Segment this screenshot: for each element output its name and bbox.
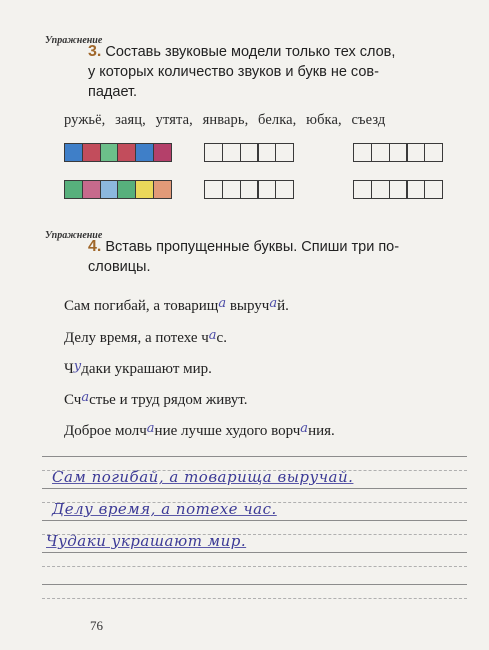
sound-model-empty-2 <box>353 143 442 162</box>
word: заяц, <box>115 112 146 128</box>
proverb-2 <box>64 330 227 347</box>
exercise-4-line2: словицы. <box>88 259 151 275</box>
model-cell <box>275 143 294 162</box>
model-cell <box>424 180 443 199</box>
inserted-letter: а <box>300 421 309 436</box>
model-cell <box>153 143 172 162</box>
inserted-letter: а <box>269 296 278 311</box>
word: белка, <box>258 112 297 128</box>
model-cell <box>204 143 223 162</box>
proverb-4 <box>64 392 247 409</box>
exercise-3-number: 3. <box>88 43 102 60</box>
model-cell <box>371 143 390 162</box>
handwritten-line-1: Сам погибай, а товарища выручай. <box>52 468 354 486</box>
model-cell <box>222 143 241 162</box>
model-cell <box>204 180 223 199</box>
model-cell <box>222 180 241 199</box>
writing-line <box>42 566 467 567</box>
inserted-letter: а <box>146 421 155 436</box>
model-cell <box>275 180 294 199</box>
exercise-3-text <box>88 42 395 102</box>
proverb-3 <box>64 361 212 378</box>
model-cell <box>353 143 372 162</box>
model-cell <box>389 143 408 162</box>
model-cell <box>82 180 101 199</box>
exercise-4-number: 4. <box>88 238 102 255</box>
model-cell <box>257 143 276 162</box>
proverb-text: выруч <box>226 298 270 314</box>
handwritten-line-3: Чудаки украшают мир. <box>46 532 247 550</box>
model-cell <box>257 180 276 199</box>
sound-model-colored-2 <box>64 180 171 199</box>
inserted-letter: а <box>218 296 227 311</box>
word-list <box>64 112 464 129</box>
model-cell <box>117 180 136 199</box>
model-cell <box>406 143 425 162</box>
proverb-text: й. <box>277 298 289 314</box>
inserted-letter: а <box>208 328 217 343</box>
model-cell <box>371 180 390 199</box>
proverb-text: Ч <box>64 361 74 377</box>
sound-model-colored-1 <box>64 143 171 162</box>
exercise-4-line1: Вставь пропущенные буквы. Спиши три по- <box>105 239 400 255</box>
exercise-4-text <box>88 237 399 277</box>
writing-line <box>42 584 467 585</box>
model-cell <box>117 143 136 162</box>
model-cell <box>100 180 119 199</box>
model-cell <box>82 143 101 162</box>
model-cell <box>100 143 119 162</box>
page-number: 76 <box>90 618 103 633</box>
model-cell <box>353 180 372 199</box>
sound-model-empty-4 <box>353 180 442 199</box>
model-cell <box>240 143 259 162</box>
proverb-text: с. <box>216 330 227 346</box>
model-cell <box>389 180 408 199</box>
sound-model-empty-1 <box>204 143 293 162</box>
proverb-text: Доброе молч <box>64 423 147 439</box>
exercise-3-line2: у которых количество звуков и букв не сов- <box>88 64 379 80</box>
model-cell <box>240 180 259 199</box>
model-cell <box>135 180 154 199</box>
model-cell <box>406 180 425 199</box>
model-cell <box>153 180 172 199</box>
word: ружьё, <box>64 112 106 128</box>
proverb-text: ние лучше худого ворч <box>154 423 301 439</box>
writing-line <box>42 520 467 521</box>
writing-line <box>42 488 467 489</box>
word: январь, <box>202 112 249 128</box>
proverb-text: даки украшают мир. <box>81 361 212 377</box>
exercise-3-label: Упражнение <box>45 35 103 46</box>
inserted-letter: а <box>81 390 90 405</box>
word: юбка, <box>306 112 342 128</box>
word: утята, <box>155 112 193 128</box>
writing-line <box>42 552 467 553</box>
word: съезд <box>351 112 386 128</box>
model-cell <box>424 143 443 162</box>
proverb-text: Сч <box>64 392 82 408</box>
proverb-text: стье и труд рядом живут. <box>89 392 248 408</box>
inserted-letter: у <box>73 359 82 374</box>
exercise-4-label: Упражнение <box>45 230 103 241</box>
model-cell <box>64 180 83 199</box>
model-cell <box>135 143 154 162</box>
proverb-1 <box>64 298 289 315</box>
proverb-text: ния. <box>308 423 335 439</box>
sound-model-empty-3 <box>204 180 293 199</box>
proverb-text: Делу время, а потехе ч <box>64 330 209 346</box>
writing-line <box>42 598 467 599</box>
proverb-5 <box>64 423 335 440</box>
model-cell <box>64 143 83 162</box>
exercise-3-line3: падает. <box>88 84 138 100</box>
exercise-3-line1: Составь звуковые модели только тех слов, <box>105 44 396 60</box>
proverb-text: Сам погибай, а товарищ <box>64 298 219 314</box>
handwritten-line-2: Делу время, а потехе час. <box>52 500 277 518</box>
writing-line <box>42 456 467 457</box>
